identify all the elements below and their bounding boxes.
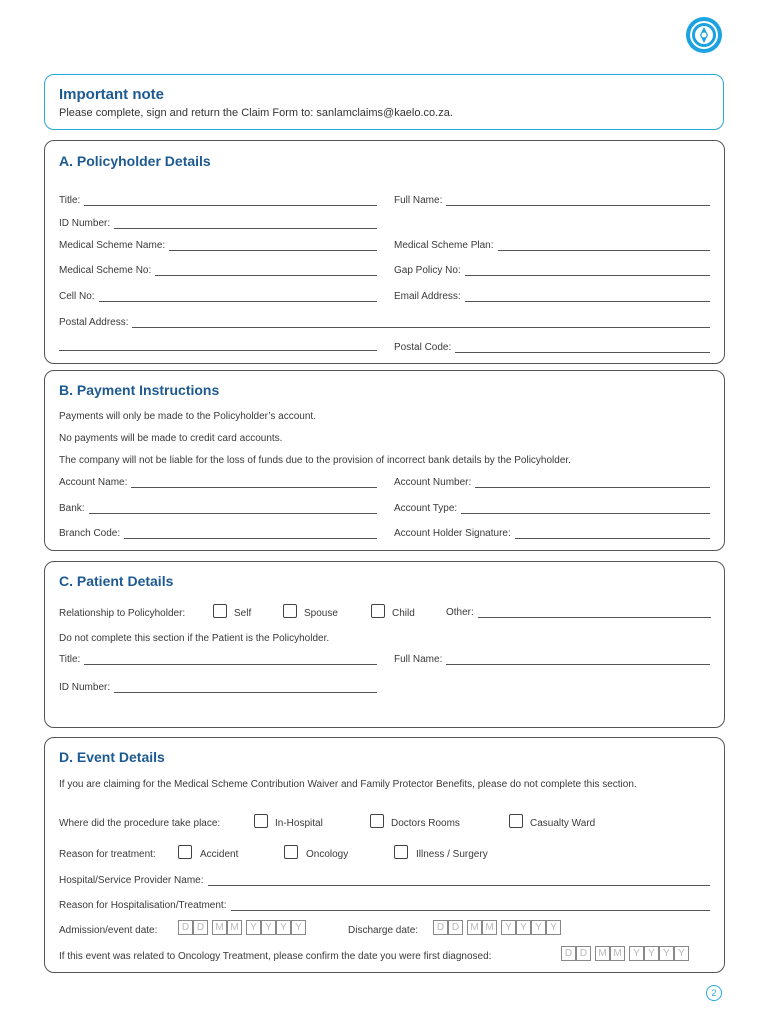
important-note-title: Important note <box>59 86 164 103</box>
section-policyholder-details <box>44 140 725 364</box>
oncology-diagnosis-date-label: If this event was related to Oncology Treatment, please confirm the date you were first diagnosed: <box>59 951 492 962</box>
section-payment-instructions <box>44 370 725 551</box>
branch-code-field[interactable]: Branch Code: <box>59 528 377 539</box>
payment-note-2: No payments will be made to credit card accounts. <box>59 433 283 444</box>
self-checkbox[interactable] <box>213 604 227 618</box>
illness-surgery-label: Illness / Surgery <box>416 849 488 860</box>
date-digit-box[interactable]: M <box>482 920 497 935</box>
gap-policy-no-field[interactable]: Gap Policy No: <box>394 265 710 276</box>
payment-note-1: Payments will only be made to the Policyholder’s account. <box>59 411 316 422</box>
child-checkbox[interactable] <box>371 604 385 618</box>
date-digit-box[interactable]: M <box>467 920 482 935</box>
spouse-checkbox[interactable] <box>283 604 297 618</box>
section-patient-details <box>44 561 725 728</box>
patient-full-name-field[interactable]: Full Name: <box>394 654 710 665</box>
postal-address-field[interactable]: Postal Address: <box>59 317 710 328</box>
date-digit-box[interactable]: D <box>433 920 448 935</box>
date-digit-box[interactable]: Y <box>276 920 291 935</box>
medical-scheme-no-field[interactable]: Medical Scheme No: <box>59 265 377 276</box>
date-digit-box[interactable]: Y <box>644 946 659 961</box>
section-d-title: D. Event Details <box>59 749 165 765</box>
section-a-title: A. Policyholder Details <box>59 153 211 169</box>
admission-date-label: Admission/event date: <box>59 925 158 936</box>
in-hospital-checkbox[interactable] <box>254 814 268 828</box>
email-address-field[interactable]: Email Address: <box>394 291 710 302</box>
oncology-label: Oncology <box>306 849 349 860</box>
oncology-checkbox[interactable] <box>284 845 298 859</box>
payment-note-3: The company will not be liable for the loss of funds due to the provision of incorrect bank details by the Policyholder. <box>59 455 571 466</box>
service-provider-name-field[interactable]: Hospital/Service Provider Name: <box>59 875 710 886</box>
date-digit-box[interactable]: Y <box>674 946 689 961</box>
date-digit-box[interactable]: Y <box>546 920 561 935</box>
postal-address-line-2[interactable] <box>59 342 377 351</box>
date-digit-box[interactable]: D <box>576 946 591 961</box>
in-hospital-label: In-Hospital <box>275 818 323 829</box>
date-digit-box[interactable]: D <box>561 946 576 961</box>
date-digit-box[interactable]: M <box>212 920 227 935</box>
important-note-box <box>44 74 724 130</box>
policyholder-full-name-field[interactable]: Full Name: <box>394 195 710 206</box>
patient-title-field[interactable]: Title: <box>59 654 377 665</box>
other-relationship-field[interactable]: Other: <box>446 607 711 618</box>
date-digit-box[interactable]: M <box>610 946 625 961</box>
policyholder-title-field[interactable]: Title: <box>59 195 377 206</box>
date-digit-box[interactable]: Y <box>246 920 261 935</box>
reason-for-hospitalisation-field[interactable]: Reason for Hospitalisation/Treatment: <box>59 900 710 911</box>
section-event-details <box>44 737 725 973</box>
patient-id-number-field[interactable]: ID Number: <box>59 682 377 693</box>
date-digit-box[interactable]: D <box>193 920 208 935</box>
policyholder-id-number-field[interactable]: ID Number: <box>59 218 377 229</box>
casualty-ward-label: Casualty Ward <box>530 818 596 829</box>
procedure-location-label: Where did the procedure take place: <box>59 818 221 829</box>
account-holder-signature-field[interactable]: Account Holder Signature: <box>394 528 710 539</box>
relationship-label: Relationship to Policyholder: <box>59 608 186 619</box>
sanlam-logo-icon <box>686 17 722 53</box>
account-type-field[interactable]: Account Type: <box>394 503 710 514</box>
doctors-rooms-label: Doctors Rooms <box>391 818 460 829</box>
cell-no-field[interactable]: Cell No: <box>59 291 377 302</box>
date-digit-box[interactable]: M <box>595 946 610 961</box>
medical-scheme-name-field[interactable]: Medical Scheme Name: <box>59 240 377 251</box>
page-number: 2 <box>706 985 722 1001</box>
doctors-rooms-checkbox[interactable] <box>370 814 384 828</box>
illness-surgery-checkbox[interactable] <box>394 845 408 859</box>
date-digit-box[interactable]: Y <box>629 946 644 961</box>
postal-code-field[interactable]: Postal Code: <box>394 342 710 353</box>
child-label: Child <box>392 608 415 619</box>
account-name-field[interactable]: Account Name: <box>59 477 377 488</box>
bank-field[interactable]: Bank: <box>59 503 377 514</box>
date-digit-box[interactable]: M <box>227 920 242 935</box>
important-note-text: Please complete, sign and return the Claim Form to: sanlamclaims@kaelo.co.za. <box>59 107 453 119</box>
self-label: Self <box>234 608 252 619</box>
medical-scheme-plan-field[interactable]: Medical Scheme Plan: <box>394 240 710 251</box>
accident-label: Accident <box>200 849 239 860</box>
date-digit-box[interactable]: D <box>178 920 193 935</box>
spouse-label: Spouse <box>304 608 338 619</box>
event-details-intro: If you are claiming for the Medical Scheme Contribution Waiver and Family Protector Benefits, please do not complete this section. <box>59 779 637 790</box>
discharge-date-label: Discharge date: <box>348 925 419 936</box>
date-digit-box[interactable]: Y <box>261 920 276 935</box>
date-digit-box[interactable]: Y <box>291 920 306 935</box>
casualty-ward-checkbox[interactable] <box>509 814 523 828</box>
accident-checkbox[interactable] <box>178 845 192 859</box>
date-digit-box[interactable]: D <box>448 920 463 935</box>
reason-for-treatment-label: Reason for treatment: <box>59 849 156 860</box>
date-digit-box[interactable]: Y <box>501 920 516 935</box>
date-digit-box[interactable]: Y <box>531 920 546 935</box>
section-c-title: C. Patient Details <box>59 573 174 589</box>
date-digit-box[interactable]: Y <box>516 920 531 935</box>
patient-section-note: Do not complete this section if the Patient is the Policyholder. <box>59 633 330 644</box>
date-digit-box[interactable]: Y <box>659 946 674 961</box>
account-number-field[interactable]: Account Number: <box>394 477 710 488</box>
section-b-title: B. Payment Instructions <box>59 382 220 398</box>
